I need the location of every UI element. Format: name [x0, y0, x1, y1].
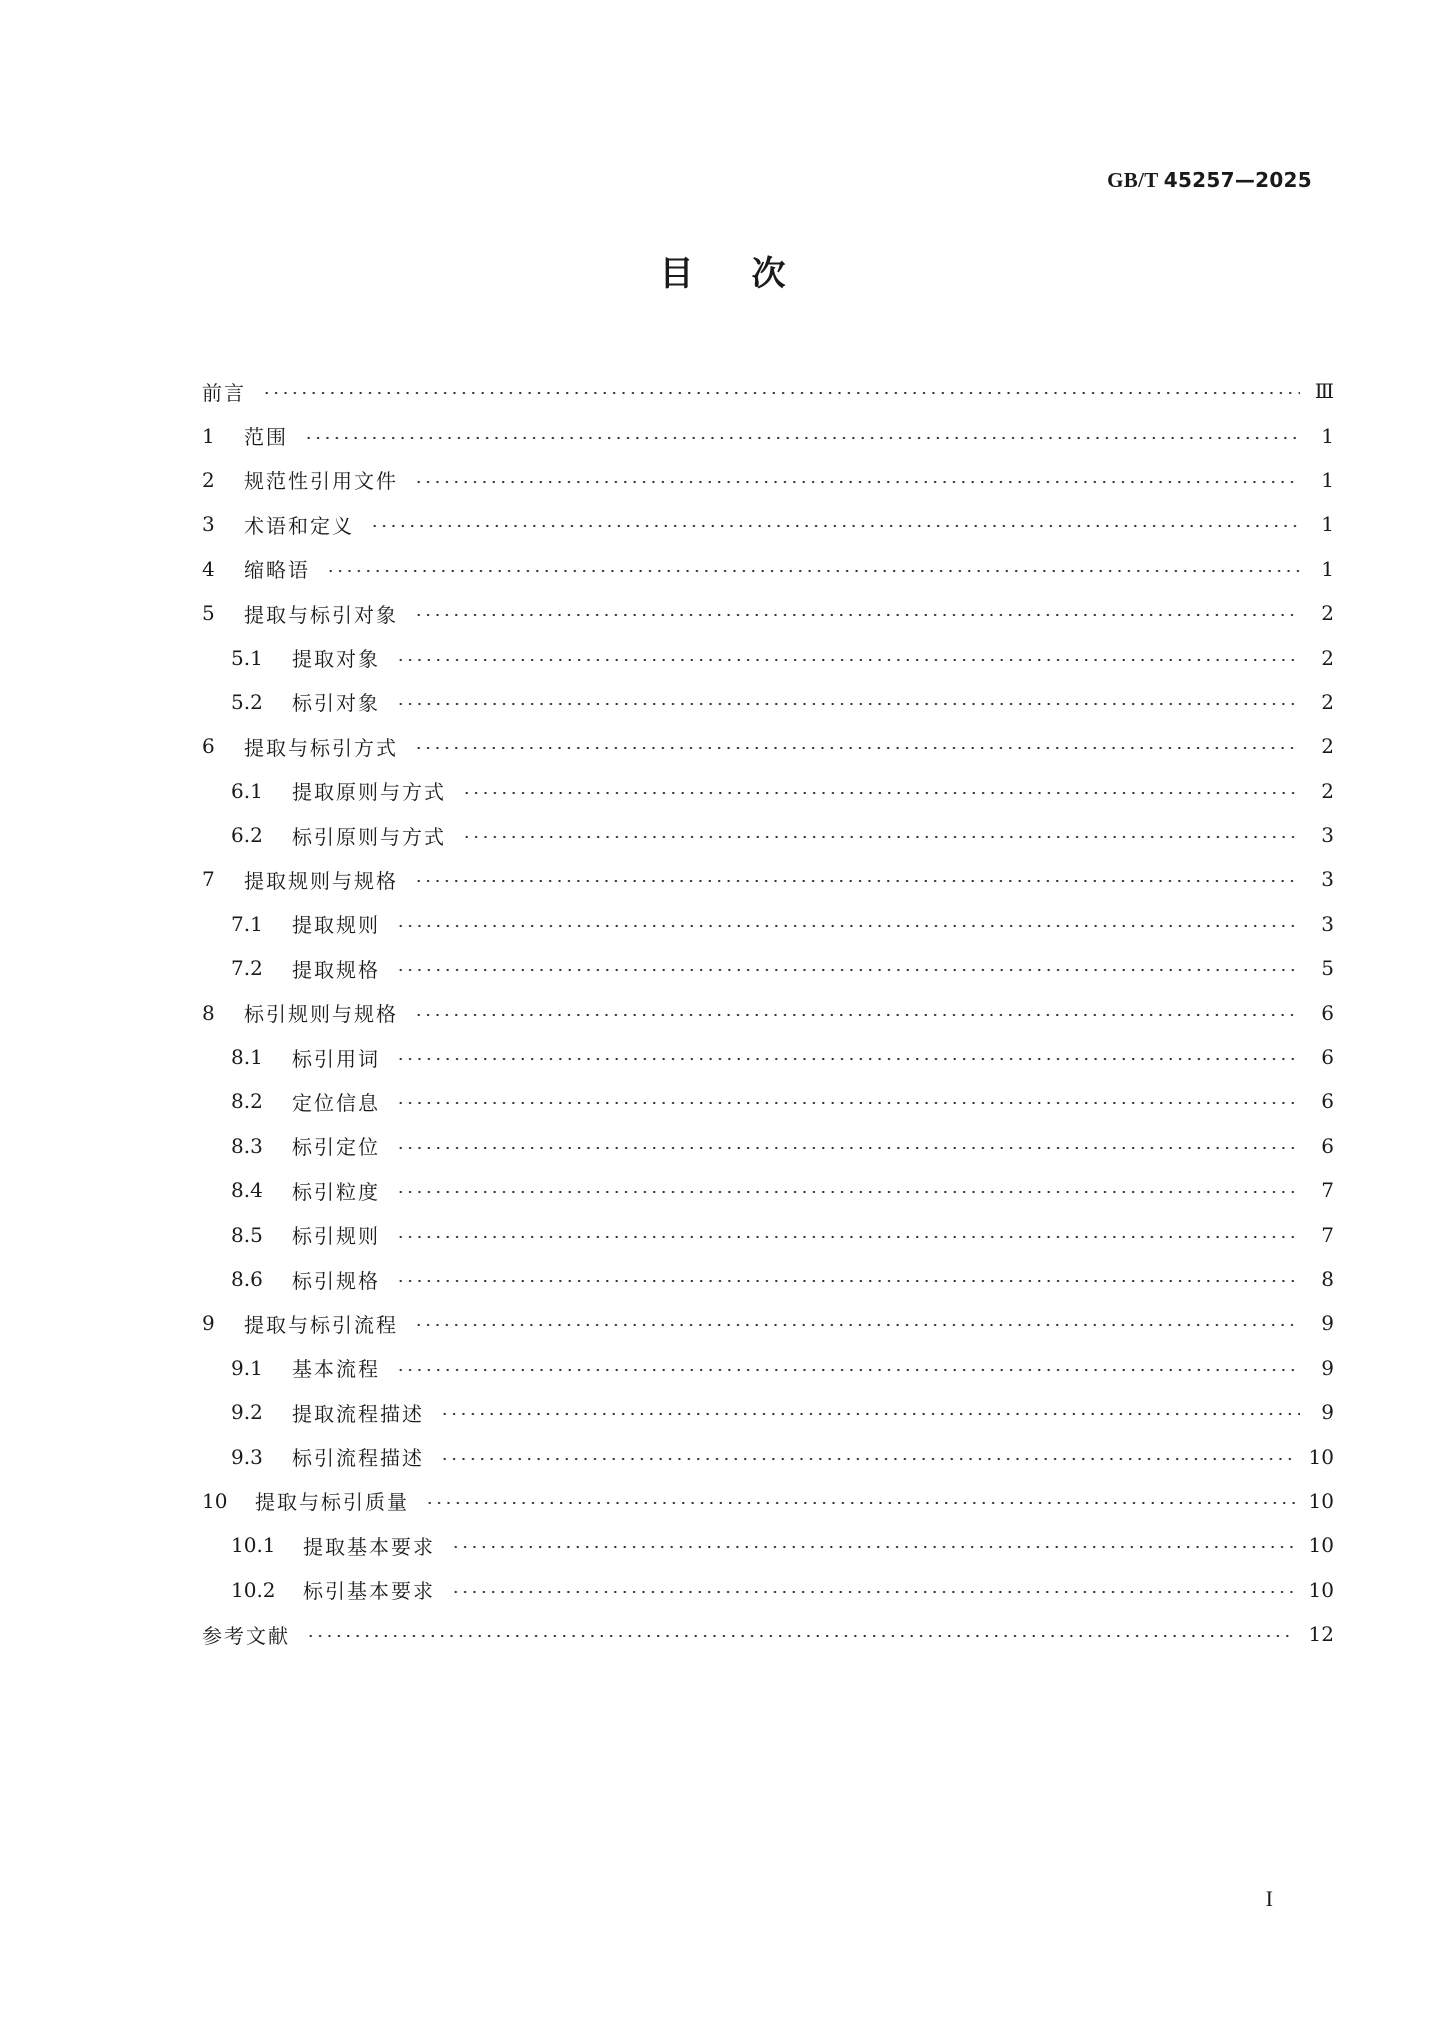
toc-dot-leader [414, 879, 1300, 883]
toc-entry-label: 提取与标引方式 [244, 735, 398, 760]
toc-entry-label: 术语和定义 [244, 513, 354, 538]
toc-entry[interactable] [202, 1479, 1334, 1523]
toc-entry[interactable] [202, 591, 1334, 635]
toc-page-number: 9 [1321, 1400, 1334, 1425]
toc-entry[interactable] [202, 1079, 1334, 1123]
toc-section-number: 9.3 [231, 1444, 263, 1469]
toc-entry-label: 提取对象 [292, 647, 380, 672]
toc-section-number: 10.1 [231, 1533, 276, 1558]
toc-page-number: 9 [1321, 1311, 1334, 1336]
toc-page-number: 7 [1321, 1222, 1334, 1247]
toc-dot-leader [440, 1457, 1295, 1461]
toc-entry[interactable] [202, 458, 1334, 502]
toc-page-number: 2 [1321, 689, 1334, 714]
toc-dot-leader [396, 702, 1300, 706]
toc-entry[interactable] [202, 946, 1334, 990]
toc-dot-leader [304, 436, 1300, 440]
toc-page-number: 1 [1321, 467, 1334, 492]
toc-entry-label: 标引用词 [292, 1046, 380, 1071]
toc-section-number: 5.1 [231, 645, 263, 670]
toc-dot-leader [462, 791, 1300, 795]
toc-entry[interactable] [202, 1568, 1334, 1612]
toc-entry-label: 标引流程描述 [292, 1446, 424, 1471]
toc-section-number: 8.5 [231, 1222, 263, 1247]
toc-entry-label: 标引对象 [292, 691, 380, 716]
toc-entry[interactable] [202, 1346, 1334, 1390]
toc-entry[interactable] [202, 680, 1334, 724]
toc-page-number: 1 [1321, 423, 1334, 448]
toc-page-number: 10 [1308, 1577, 1334, 1602]
toc-dot-leader [414, 480, 1300, 484]
toc-section-number: 8.3 [231, 1133, 263, 1158]
toc-page-number: 2 [1321, 778, 1334, 803]
toc-section-number: 7 [202, 867, 215, 892]
toc-entry-label: 提取规则与规格 [244, 868, 398, 893]
toc-entry[interactable] [202, 635, 1334, 679]
toc-entry-label: 前言 [202, 380, 246, 405]
toc-dot-leader [396, 1235, 1300, 1239]
toc-entry[interactable] [202, 724, 1334, 768]
toc-entry[interactable] [202, 502, 1334, 546]
toc-section-number: 9 [202, 1311, 215, 1336]
toc-entry[interactable] [202, 1212, 1334, 1256]
toc-entry[interactable] [202, 1124, 1334, 1168]
toc-entry-label: 定位信息 [292, 1090, 380, 1115]
toc-entry[interactable] [202, 990, 1334, 1034]
toc-entry-label: 标引粒度 [292, 1179, 380, 1204]
toc-page-number: 6 [1321, 1089, 1334, 1114]
toc-dot-leader [440, 1412, 1300, 1416]
toc-dot-leader [306, 1634, 1295, 1638]
toc-entry-label: 提取规则 [292, 913, 380, 938]
table-of-contents [202, 369, 1334, 1656]
standard-number: 45257—2025 [1163, 168, 1312, 192]
toc-entry[interactable] [202, 1523, 1334, 1567]
toc-entry-label: 提取与标引质量 [255, 1490, 409, 1515]
toc-page-number: 5 [1321, 956, 1334, 981]
toc-entry[interactable] [202, 1301, 1334, 1345]
toc-page-number: 10 [1308, 1488, 1334, 1513]
toc-page-number: 1 [1321, 512, 1334, 537]
toc-dot-leader [396, 1101, 1300, 1105]
toc-dot-leader [414, 613, 1300, 617]
toc-section-number: 8.1 [231, 1045, 263, 1070]
toc-dot-leader [414, 746, 1300, 750]
toc-section-number: 7.1 [231, 911, 263, 936]
toc-section-number: 1 [202, 423, 215, 448]
toc-entry[interactable] [202, 857, 1334, 901]
toc-dot-leader [396, 1368, 1300, 1372]
toc-section-number: 8.6 [231, 1267, 263, 1291]
toc-section-number: 6.1 [231, 778, 263, 803]
toc-page-number: 9 [1321, 1355, 1334, 1380]
toc-section-number: 9.2 [231, 1400, 263, 1425]
standard-prefix: GB/T [1107, 168, 1159, 192]
toc-page-number: 2 [1321, 601, 1334, 626]
toc-section-number: 8.2 [231, 1089, 263, 1114]
toc-section-number: 9.1 [231, 1355, 263, 1380]
toc-entry-label: 标引定位 [292, 1135, 380, 1160]
toc-entry[interactable] [202, 1168, 1334, 1212]
toc-section-number: 10.2 [231, 1577, 276, 1602]
toc-section-number: 5 [202, 601, 215, 626]
toc-section-number: 2 [202, 467, 215, 492]
toc-dot-leader [414, 1323, 1300, 1327]
toc-entry[interactable] [202, 547, 1334, 591]
toc-page-number: 3 [1321, 867, 1334, 892]
toc-page-number: 2 [1321, 734, 1334, 759]
toc-entry-label: 提取原则与方式 [292, 780, 446, 805]
toc-entry-label: 提取与标引对象 [244, 602, 398, 627]
toc-page-number: 3 [1321, 823, 1334, 848]
page-title: 目次 [659, 254, 844, 294]
toc-entry-label: 提取流程描述 [292, 1401, 424, 1426]
toc-page-number: 3 [1321, 911, 1334, 936]
toc-entry-label: 范围 [244, 425, 288, 450]
toc-entry-label: 标引规则 [292, 1224, 380, 1249]
toc-page-number: 10 [1308, 1444, 1334, 1469]
toc-dot-leader [396, 1146, 1300, 1150]
toc-section-number: 4 [202, 556, 215, 581]
toc-entry[interactable] [202, 902, 1334, 946]
toc-dot-leader [396, 1279, 1300, 1283]
toc-dot-leader [462, 835, 1300, 839]
toc-page-number: 6 [1321, 1045, 1334, 1070]
toc-page-number: Ⅲ [1314, 379, 1334, 404]
toc-entry-label: 标引原则与方式 [292, 824, 446, 849]
toc-entry[interactable] [202, 813, 1334, 857]
toc-page-number: 12 [1308, 1622, 1334, 1647]
toc-dot-leader [396, 658, 1300, 662]
toc-section-number: 10 [202, 1488, 228, 1513]
toc-entry[interactable] [202, 369, 1334, 413]
toc-entry-label: 标引基本要求 [303, 1579, 435, 1604]
toc-section-number: 3 [202, 512, 215, 537]
toc-page-number: 10 [1308, 1533, 1334, 1558]
toc-entry[interactable] [202, 1257, 1334, 1301]
toc-dot-leader [396, 1190, 1300, 1194]
toc-page-number: 8 [1321, 1267, 1334, 1291]
toc-dot-leader [262, 391, 1300, 395]
toc-entry[interactable] [202, 1612, 1334, 1656]
toc-dot-leader [414, 1013, 1300, 1017]
toc-page-number: 2 [1321, 645, 1334, 670]
toc-entry[interactable] [202, 769, 1334, 813]
toc-entry-label: 缩略语 [244, 558, 310, 583]
toc-dot-leader [451, 1545, 1295, 1549]
toc-entry-label: 参考文献 [202, 1623, 290, 1648]
toc-entry-label: 标引规格 [292, 1268, 380, 1293]
toc-page-number: 6 [1321, 1133, 1334, 1158]
toc-entry-label: 提取基本要求 [303, 1534, 435, 1559]
toc-entry-label: 基本流程 [292, 1357, 380, 1382]
toc-section-number: 8.4 [231, 1178, 263, 1203]
toc-dot-leader [396, 1057, 1300, 1061]
toc-dot-leader [425, 1501, 1295, 1505]
toc-entry-label: 标引规则与规格 [244, 1002, 398, 1027]
toc-page-number: 6 [1321, 1000, 1334, 1025]
toc-entry-label: 提取与标引流程 [244, 1312, 398, 1337]
toc-page-number: 1 [1321, 556, 1334, 581]
toc-dot-leader [326, 569, 1300, 573]
toc-section-number: 7.2 [231, 956, 263, 981]
toc-dot-leader [396, 968, 1300, 972]
toc-section-number: 5.2 [231, 689, 263, 714]
toc-entry[interactable] [202, 1035, 1334, 1079]
toc-dot-leader [451, 1590, 1295, 1594]
toc-entry-label: 提取规格 [292, 957, 380, 982]
toc-entry[interactable] [202, 1390, 1334, 1434]
toc-section-number: 6 [202, 734, 215, 759]
toc-dot-leader [396, 924, 1300, 928]
toc-section-number: 6.2 [231, 823, 263, 848]
toc-entry[interactable] [202, 413, 1334, 457]
toc-entry-label: 规范性引用文件 [244, 469, 398, 494]
standard-code [1107, 168, 1312, 193]
toc-section-number: 8 [202, 1000, 215, 1025]
toc-dot-leader [370, 524, 1300, 528]
footer-page-number: I [1265, 1886, 1273, 1911]
toc-entry[interactable] [202, 1434, 1334, 1478]
toc-page-number: 7 [1321, 1178, 1334, 1203]
